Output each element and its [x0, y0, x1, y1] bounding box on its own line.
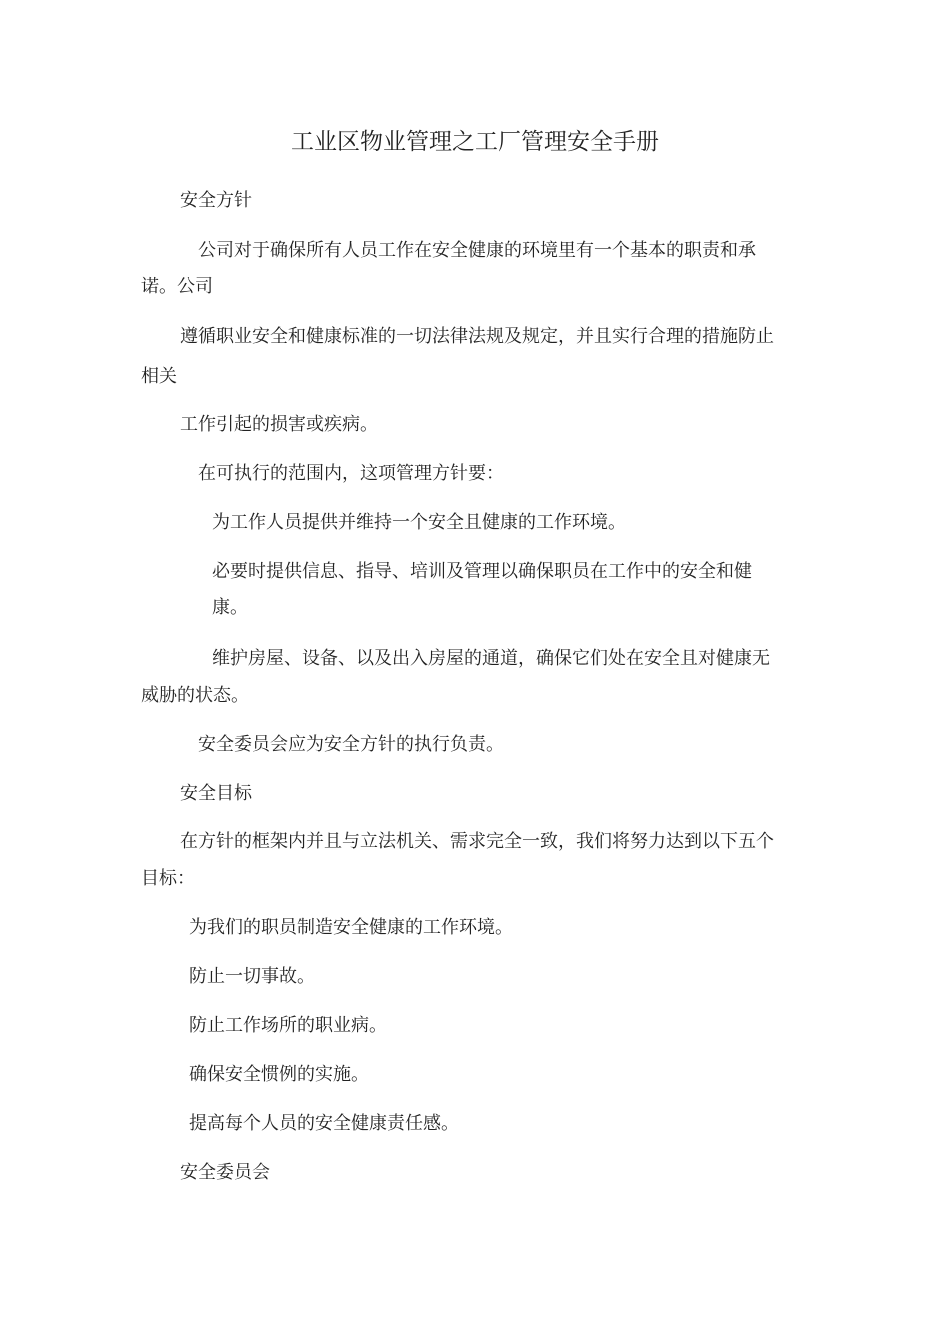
- list-item: 防止工作场所的职业病。: [189, 1015, 387, 1036]
- paragraph-line: 相关: [141, 366, 177, 387]
- paragraph-line: 诺。公司: [141, 276, 213, 297]
- list-item: 维护房屋、设备、以及出入房屋的通道，确保它们处在安全且对健康无: [212, 648, 770, 669]
- list-item-continuation: 威胁的状态。: [141, 685, 249, 706]
- list-item: 提高每个人员的安全健康责任感。: [189, 1113, 459, 1134]
- list-item: 必要时提供信息、指导、培训及管理以确保职员在工作中的安全和健: [212, 561, 752, 582]
- paragraph-line: 在方针的框架内并且与立法机关、需求完全一致，我们将努力达到以下五个: [180, 831, 774, 852]
- list-item: 防止一切事故。: [189, 966, 315, 987]
- paragraph-line: 目标：: [141, 868, 195, 889]
- section-heading-safety-committee: 安全委员会: [180, 1162, 270, 1183]
- paragraph-line: 工作引起的损害或疾病。: [180, 414, 378, 435]
- paragraph-line: 在可执行的范围内，这项管理方针要：: [198, 463, 504, 484]
- document-title: 工业区物业管理之工厂管理安全手册: [291, 129, 659, 155]
- paragraph-line: 遵循职业安全和健康标准的一切法律法规及规定，并且实行合理的措施防止: [180, 326, 774, 347]
- list-item: 确保安全惯例的实施。: [189, 1064, 369, 1085]
- paragraph-line: 安全委员会应为安全方针的执行负责。: [198, 734, 504, 755]
- section-heading-safety-policy: 安全方针: [180, 190, 252, 211]
- paragraph-line: 公司对于确保所有人员工作在安全健康的环境里有一个基本的职责和承: [198, 240, 756, 261]
- section-heading-safety-objectives: 安全目标: [180, 783, 252, 804]
- list-item-continuation: 康。: [212, 597, 248, 618]
- list-item: 为我们的职员制造安全健康的工作环境。: [189, 917, 513, 938]
- list-item: 为工作人员提供并维持一个安全且健康的工作环境。: [212, 512, 626, 533]
